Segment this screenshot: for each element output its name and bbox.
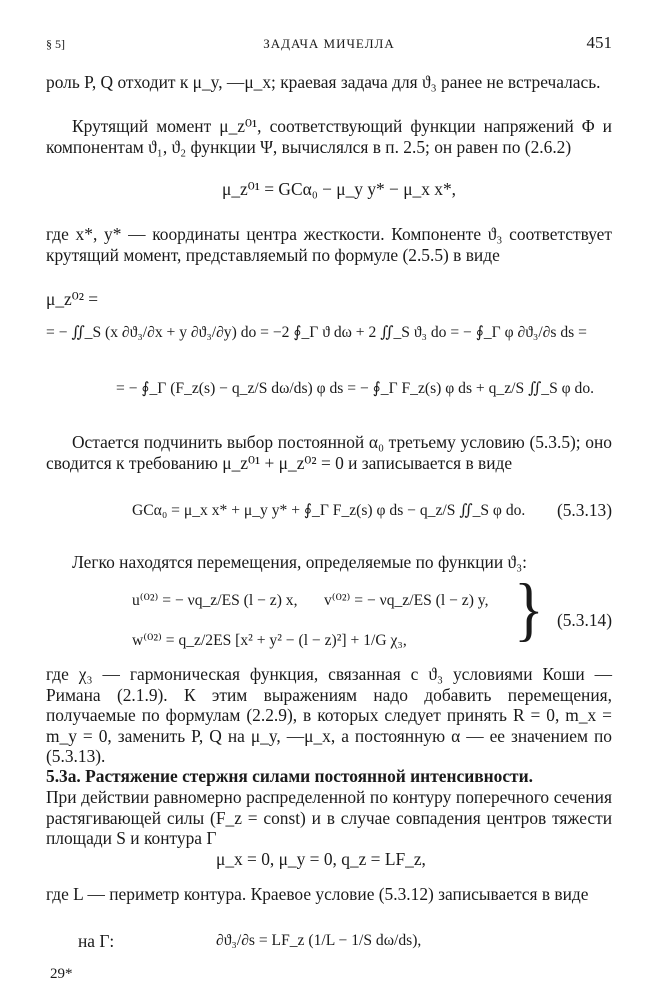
section-marker: § 5] <box>46 37 65 51</box>
paragraph: где L — периметр контура. Краевое условие (5.3.12) записывается в виде <box>46 884 589 904</box>
paragraph: роль P, Q отходит к μ_y, —μ_x; краевая задача для ϑ₃ ранее не встречалась. <box>46 72 601 92</box>
equation-5314-u: u⁽⁰²⁾ = − νq_z/ES (l − z) x, <box>132 592 298 609</box>
paragraph: где x*, y* — координаты центра жесткости. Компоненте ϑ₃ соответствует крутящий момент, представляемый по формуле (2.5.5) в виде <box>46 224 612 265</box>
equation-constants: μ_x = 0, μ_y = 0, q_z = LF_z, <box>216 849 426 869</box>
equation-boundary-label: на Γ: <box>78 931 115 951</box>
equation-5313: GCα₀ = μ_x x* + μ_y y* + ∮_Γ F_z(s) φ ds − q_z/S ∬_S φ do. <box>132 502 526 519</box>
running-header <box>46 33 612 55</box>
equation-mu01: μ_z⁰¹ = GCα₀ − μ_y y* − μ_x x*, <box>222 179 457 199</box>
equation-mu02-line2: = − ∮_Γ (F_z(s) − q_z/S dω/ds) φ ds = − ∮_Γ F_z(s) φ ds + q_z/S ∬_S φ do. <box>116 380 595 397</box>
equation-mu02-line1: = − ∬_S (x ∂ϑ₃/∂x + y ∂ϑ₃/∂y) do = −2 ∮_Γ ϑ dω + 2 ∬_S ϑ₃ do = − ∮_Γ φ ∂ϑ₃/∂s ds = <box>46 324 587 341</box>
equation-5314-v: v⁽⁰²⁾ = − νq_z/ES (l − z) y, <box>324 592 489 609</box>
signature-mark: 29* <box>50 966 73 982</box>
equation-5314-w: w⁽⁰²⁾ = q_z/2ES [x² + y² − (l − z)²] + 1/G χ₃, <box>132 632 407 649</box>
equation-mu02-lhs: μ_z⁰² = <box>46 289 99 309</box>
paragraph: Остается подчинить выбор постоянной α₀ третьему условию (5.3.5); оно сводится к требованию μ_z⁰¹ + μ_z⁰² = 0 и записывается в виде <box>46 432 612 473</box>
right-brace-icon: } <box>514 570 544 649</box>
subsection-heading: 5.3а. Растяжение стержня силами постоянной интенсивности. <box>46 766 533 786</box>
paragraph: где χ₃ — гармоническая функция, связанная с ϑ₃ условиями Коши — Римана (2.1.9). К этим выражениям надо добавить перемещения, получаемые по формулам (2.2.9), в которых следует принять R = 0, m_x = m_y = 0, заменить P, Q на μ_y, —μ_x, а постоянную α — ее значением по (5.3.13). <box>46 664 612 767</box>
paragraph: Легко находятся перемещения, определяемые по функции ϑ₃: <box>72 552 528 572</box>
paragraph: Крутящий момент μ_z⁰¹, соответствующий функции напряжений Φ и компонентам ϑ₁, ϑ₂ функции Ψ, вычислялся в п. 2.5; он равен по (2.6.2) <box>46 116 612 157</box>
equation-number: (5.3.13) <box>556 500 612 520</box>
page-number: 451 <box>586 33 612 52</box>
equation-boundary: ∂ϑ₃/∂s = LF_z (1/L − 1/S dω/ds), <box>216 932 422 949</box>
equation-number: (5.3.14) <box>556 610 612 630</box>
running-title: ЗАДАЧА МИЧЕЛЛА <box>263 36 395 51</box>
paragraph: При действии равномерно распределенной по контуру поперечного сечения растягивающей силы (F_z = const) и в случае совпадения центров тяжести площади S и контура Γ <box>46 787 612 849</box>
book-page <box>46 0 612 1000</box>
